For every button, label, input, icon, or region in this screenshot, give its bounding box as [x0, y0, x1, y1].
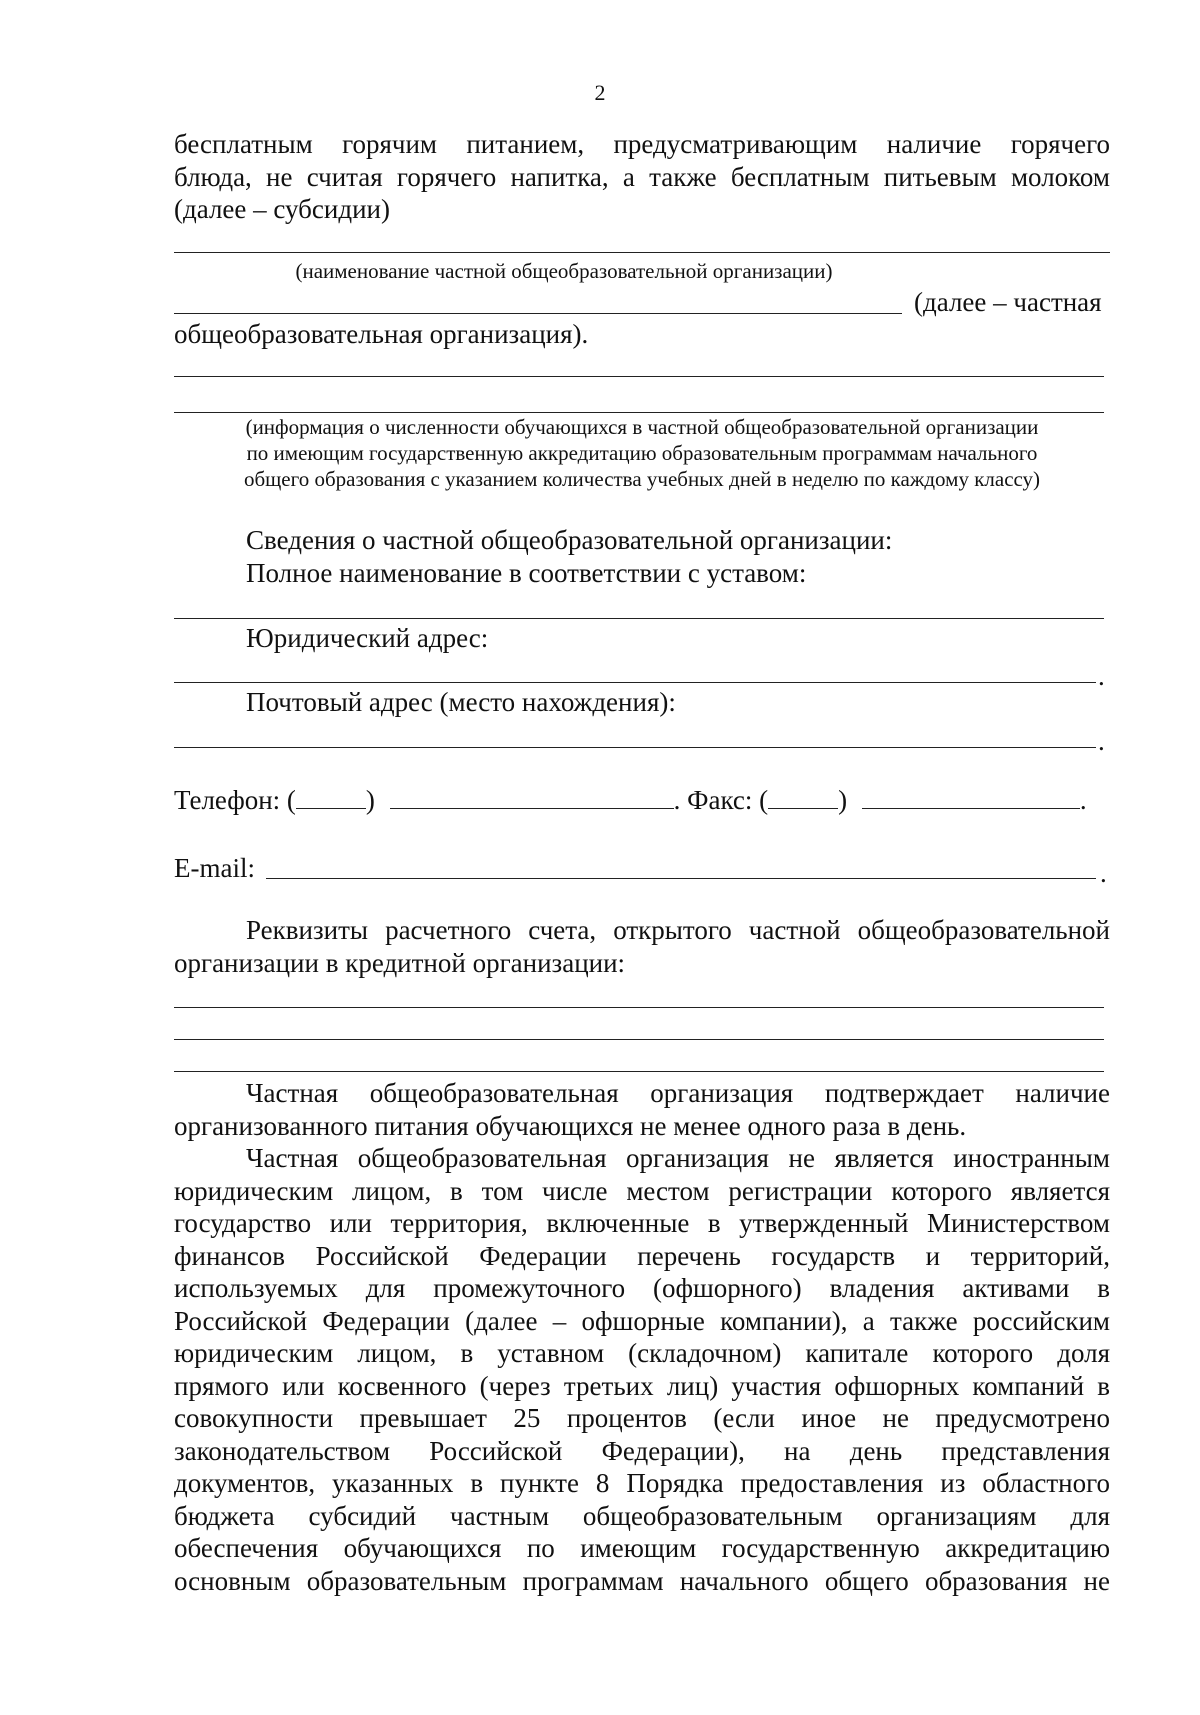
email-period: .: [1100, 858, 1107, 888]
legal-address-line[interactable]: [174, 682, 1096, 683]
statement-line: финансов Российской Федерации перечень государств и территорий,: [174, 1240, 1110, 1271]
statement-line: документов, указанных в пункте 8 Порядка предоставления из областного: [174, 1468, 1110, 1498]
statement-line: используемых для промежуточного (офшорного) владения активами в: [174, 1273, 1110, 1303]
postal-address-period: .: [1098, 726, 1105, 756]
org-name-end: общеобразовательная организация).: [174, 319, 589, 349]
phone-number-field[interactable]: [390, 786, 674, 809]
fax-number-field[interactable]: [862, 786, 1080, 809]
confirm-line: организованного питания обучающихся не менее одного раза в день.: [174, 1110, 967, 1141]
statement-line: законодательством Российской Федерации), на день представления: [174, 1435, 1110, 1466]
phone-row: [174, 784, 1087, 816]
org-name-line[interactable]: [174, 252, 1110, 253]
students-caption-line: по имеющим государственную аккредитацию образовательным программам начального: [246, 441, 1038, 465]
bank-details-line[interactable]: [174, 1007, 1104, 1008]
postal-address-label: Почтовый адрес (место нахождения):: [246, 687, 676, 717]
statement-paragraph: [174, 1142, 1110, 1597]
info-heading: Сведения о частной общеобразовательной организации:: [246, 525, 893, 555]
students-info-line-2[interactable]: [174, 412, 1104, 413]
confirm-paragraph: [174, 1077, 1110, 1142]
full-name-line[interactable]: [174, 618, 1104, 619]
phone-label: Телефон: (: [174, 785, 296, 815]
statement-line: обеспечения обучающихся по имеющим государственную аккредитацию: [174, 1533, 1110, 1563]
page-number: 2: [594, 80, 606, 105]
statement-line: Российской Федерации (далее – офшорные компании), а также российским: [174, 1305, 1110, 1336]
org-name-tail: (далее – частная: [914, 287, 1102, 317]
bank-paragraph: [174, 914, 1110, 979]
phone-close: ): [365, 785, 375, 815]
email-field[interactable]: [266, 878, 1096, 879]
bank-details-line-2[interactable]: [174, 1039, 1104, 1040]
legal-address-label: Юридический адрес:: [246, 623, 489, 653]
intro-line: блюда, не считая горячего напитка, а также бесплатным питьевым молоком: [174, 161, 1110, 192]
confirm-line: Частная общеобразовательная организация подтверждает наличие: [246, 1078, 1110, 1108]
bank-details-line-3[interactable]: [174, 1071, 1104, 1072]
students-caption-line: (информация о численности обучающихся в частной общеобразовательной организации: [245, 415, 1039, 439]
statement-line: совокупности превышает 25 процентов (если иное не предусмотрено: [174, 1403, 1110, 1433]
students-caption: [174, 414, 1110, 492]
statement-line: основным образовательным программам начального общего образования не: [174, 1565, 1110, 1596]
postal-address-line[interactable]: [174, 747, 1096, 748]
phone-code-field[interactable]: [296, 786, 366, 809]
bank-line: Реквизиты расчетного счета, открытого частной общеобразовательной: [246, 915, 1110, 945]
statement-line: бюджета субсидий частным общеобразовательным организациям для: [174, 1500, 1110, 1531]
students-info-line[interactable]: [174, 376, 1104, 377]
intro-line: (далее – субсидии): [174, 194, 390, 224]
phone-end: .: [1079, 785, 1087, 815]
intro-line: бесплатным горячим питанием, предусматривающим наличие горячего: [174, 129, 1110, 159]
fax-close: ): [838, 785, 848, 815]
statement-line: государство или территория, включенные в утвержденный Министерством: [174, 1208, 1110, 1238]
statement-line: юридическим лицом, в том числе местом регистрации которого является: [174, 1175, 1110, 1206]
email-label: E-mail:: [174, 853, 255, 883]
fax-code-field[interactable]: [768, 786, 838, 809]
fax-label: . Факс: (: [673, 785, 769, 815]
students-caption-line: общего образования с указанием количества учебных дней в неделю по каждому классу): [243, 467, 1041, 491]
bank-line: организации в кредитной организации:: [174, 947, 626, 978]
full-name-label: Полное наименование в соответствии с уставом:: [246, 558, 807, 588]
legal-address-period: .: [1098, 661, 1105, 691]
org-name-line-2[interactable]: [174, 313, 902, 314]
intro-paragraph: [174, 128, 1110, 226]
statement-line: юридическим лицом, в уставном (складочном) капитале которого доля: [174, 1338, 1110, 1368]
statement-line: Частная общеобразовательная организация не является иностранным: [246, 1143, 1110, 1173]
statement-line: прямого или косвенного (через третьих лиц) участия офшорных компаний в: [174, 1370, 1110, 1401]
org-name-caption: (наименование частной общеобразовательной организации): [295, 259, 833, 283]
